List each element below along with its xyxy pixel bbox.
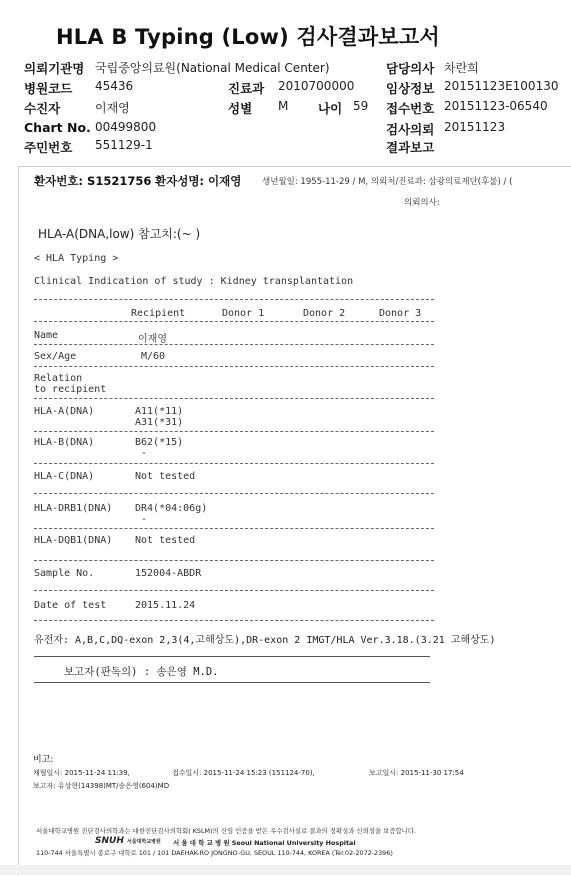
column-donor-2: Donor 2 — [303, 308, 346, 319]
hospital-code-value: 45436 — [95, 79, 134, 93]
row-label: HLA-B(DNA) — [34, 437, 95, 448]
typing-title: < HLA Typing > — [34, 253, 119, 264]
row-label: Relation — [34, 373, 83, 384]
row-label-2: to recipient — [34, 384, 107, 395]
row-value-2: A31(*31) — [135, 417, 184, 428]
bottom-band — [0, 865, 571, 875]
doctor-label: 담당의사 — [386, 61, 435, 76]
reporters: 보고자: 유상현(14398)MT/송은영(604)MD — [33, 782, 170, 790]
row-value: 이재영 — [138, 334, 167, 345]
test-heading: HLA-A(DNA,low) 참고치:(~ ) — [38, 227, 201, 241]
chart-no-value: 00499800 — [95, 120, 157, 134]
row-label: HLA-DQB1(DNA) — [34, 535, 113, 546]
doctor-value: 차란희 — [444, 61, 479, 75]
row-value: A11(*11) — [135, 406, 184, 417]
row-label: HLA-C(DNA) — [34, 471, 95, 482]
institution-value: 국립중앙의료원(National Medical Center) — [95, 61, 330, 75]
reported-time: 보고일시: 2015-11-30 17:54 — [369, 769, 464, 777]
row-value: Not tested — [135, 535, 196, 546]
patient-value: 이재영 — [95, 101, 130, 115]
patient-name: 환자성명: 이재영 — [155, 174, 242, 188]
row-value-2: - — [141, 514, 148, 525]
remark-label: 비고: — [33, 755, 54, 765]
clinical-info-label: 임상정보 — [386, 81, 435, 96]
snuh-logo-text: SNUH — [95, 836, 124, 846]
hospital-code-label: 병원코드 — [24, 81, 73, 96]
received-time: 접수일시: 2015-11-24 15:23 (151124-70), — [172, 769, 315, 777]
clinical-info-value: 20151123E100130 — [444, 79, 559, 93]
row-label: HLA-DRB1(DNA) — [34, 503, 113, 514]
column-donor-3: Donor 3 — [379, 308, 422, 319]
row-label: HLA-A(DNA) — [34, 406, 95, 417]
certification-text: 서울대학교병원 진단검사의학과는 대한진단검사의학회( KSLM)의 신임 인증을 받은 우수검사실로 결과의 정확성과 신뢰성을 보증합니다. — [36, 827, 417, 835]
snuh-logo — [95, 836, 161, 846]
requesting-doctor: 의뢰의사: — [404, 198, 440, 208]
reporter-line: 보고자(판독의) : 송은영 M.D. — [64, 666, 219, 678]
row-label: Date of test — [34, 600, 107, 611]
sex-label: 성별 — [228, 101, 253, 116]
row-value-2: - — [141, 448, 148, 459]
hospital-name: 서 울 대 학 교 병 원 Seoul National University Hospital — [173, 839, 356, 847]
age-value: 59 — [353, 99, 369, 113]
department-label: 진료과 — [228, 81, 265, 96]
row-value: B62(*15) — [135, 437, 184, 448]
method-note: 유전자: A,B,C,DQ-exon 2,3(4,고해상도),DR-exon 2 IMGT/HLA Ver.3.18.(3.21 고해상도) — [34, 635, 496, 646]
row-value: DR4(*04:06g) — [135, 503, 208, 514]
request-label: 검사의뢰 — [386, 122, 435, 137]
patient-number: 환자번호: S1521756 — [34, 174, 152, 188]
receipt-value: 20151123-06540 — [444, 99, 548, 113]
age-label: 나이 — [318, 101, 343, 116]
institution-label: 의뢰기관명 — [24, 61, 85, 76]
request-value: 20151123 — [444, 120, 506, 134]
patient-info: 생년월일: 1955-11-29 / M, 의뢰처/진료과: 삼광의료재단(후불) / ( — [262, 177, 513, 187]
row-value: 2015.11.24 — [135, 600, 196, 611]
id-number-value: 551129-1 — [95, 138, 153, 152]
patient-label: 수진자 — [24, 101, 61, 116]
receipt-label: 접수번호 — [386, 101, 435, 116]
report-title: HLA B Typing (Low) 검사결과보고서 — [56, 25, 440, 49]
row-value: Not tested — [135, 471, 196, 482]
row-label: Sample No. — [34, 568, 95, 579]
row-value: 152004-ABDR — [135, 568, 202, 579]
snuh-logo-subtext: 서울대학교병원 — [127, 839, 161, 845]
department-value: 2010700000 — [278, 79, 355, 93]
column-recipient: Recipient — [131, 308, 186, 319]
chart-no-label: Chart No. — [24, 120, 91, 135]
clinical-indication: Clinical Indication of study : Kidney transplantation — [34, 276, 354, 287]
result-report-label: 결과보고 — [386, 140, 435, 155]
id-number-label: 주민번호 — [24, 140, 73, 155]
row-value: M/60 — [141, 351, 166, 362]
column-donor-1: Donor 1 — [222, 308, 265, 319]
row-label: Sex/Age — [34, 351, 77, 362]
row-label: Name — [34, 330, 59, 341]
hospital-address: 110-744 서울특별시 종로구 대학로 101 / 101 DAEHAK-RO JONGNO-GU, SEOUL 110-744, KOREA (Tel:02-2072-2396) — [36, 849, 393, 857]
sex-value: M — [278, 99, 289, 113]
collected-time: 채혈일시: 2015-11-24 11:39, — [33, 769, 130, 777]
